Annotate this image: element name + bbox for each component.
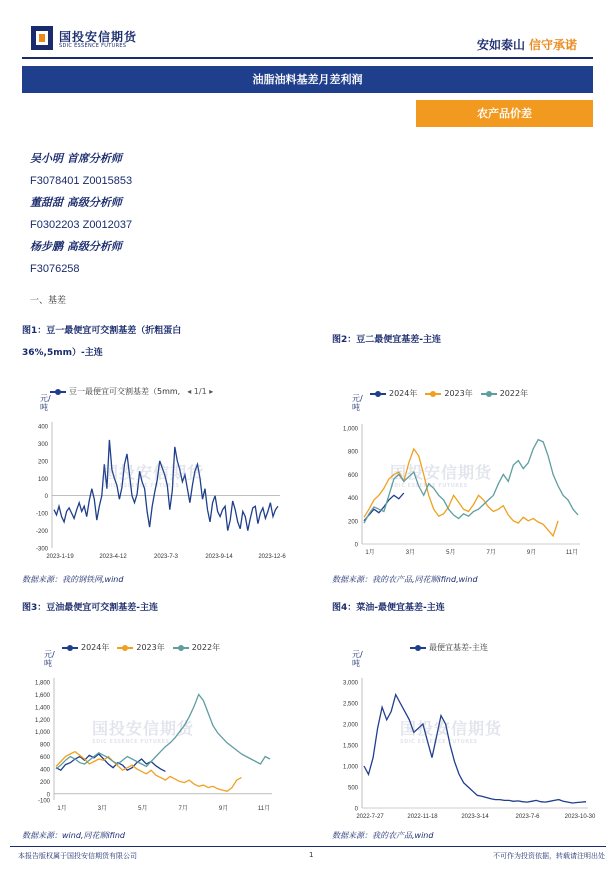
slogan-part-b: 信守承诺 [528,38,577,52]
x-tick-label: 3月 [405,550,416,556]
legend-item [481,388,528,399]
page-number: 1 [309,851,314,859]
legend-label: 2023年 [136,643,165,652]
x-tick-label: 2023-9-14 [205,554,233,560]
x-tick-label: 3月 [97,806,108,812]
x-tick-label: 2023-1-19 [46,554,74,560]
figure-1-title [22,320,302,364]
y-tick-label: 400 [347,496,358,503]
analyst-id: F0302203 Z0012037 [30,219,133,231]
y-tick-label: 1,500 [342,743,358,750]
x-tick-label: 2022-7-27 [356,814,384,820]
watermark-cn: 国投安信期货 [390,463,493,482]
figure-3-title: 图3：豆油最便宜可交割基差-主连 [22,603,158,613]
watermark-en: SDIC ESSENCE FUTURES [92,739,170,745]
y-tick-label: -100 [37,798,50,805]
figure-4-source: 数据来源：我的农产品,wind [332,831,434,840]
section-heading: 一、基差 [30,296,67,306]
analyst-name: 杨步鹏 高级分析师 [30,240,122,253]
legend-swatch [425,393,441,395]
chart-figure-1 [22,380,292,570]
y-tick-label: 800 [39,742,50,749]
x-tick-label: 11月 [565,550,579,556]
y-tick-label: 200 [347,519,358,526]
y-tick-label: -300 [35,546,48,553]
watermark-cn: 国投安信期货 [92,719,195,738]
x-tick-label: 9月 [526,550,537,556]
legend-item [425,388,472,399]
logo-text-cn: 国投安信期货 [59,30,138,44]
legend-item [50,386,213,397]
y-axis-unit: 元/吨 [44,650,55,668]
legend-swatch [50,391,66,393]
legend-swatch [410,647,426,649]
legend-item [62,642,109,653]
y-tick-label: 800 [347,449,358,456]
y-tick-label: 3,000 [342,680,358,687]
y-tick-label: 1,000 [342,764,358,771]
legend-item [410,642,488,653]
slogan [477,36,577,53]
y-tick-label: 0 [354,806,358,813]
chart-figure-4 [330,636,600,826]
logo-text-en: SDIC ESSENCE FUTURES [59,43,127,49]
series-line [56,754,165,771]
chart-svg [330,636,600,826]
chart-figure-3 [22,636,292,826]
legend-swatch [481,393,497,395]
legend-label: 2024年 [389,389,418,398]
figure-1-title-line2: 36%,5mm）-主连 [22,348,103,358]
y-tick-label: -200 [35,529,48,536]
y-tick-label: -100 [35,511,48,518]
x-tick-label: 11月 [257,806,271,812]
y-tick-label: 1,000 [342,426,358,433]
x-tick-label: 2023-7-6 [515,814,540,820]
chart-figure-2 [330,380,600,570]
analyst-name: 董甜甜 高级分析师 [30,196,122,209]
footer-rule [10,846,606,847]
x-tick-label: 1月 [57,806,67,812]
y-tick-label: 100 [37,476,48,483]
category-tag: 农产品价差 [416,100,593,127]
y-tick-label: 1,000 [34,730,50,737]
y-tick-label: 0 [46,792,50,799]
legend-item [173,642,220,653]
y-tick-label: 300 [37,441,48,448]
chart-legend [62,642,220,653]
x-tick-label: 2023-3-14 [461,814,489,820]
figure-4-title: 图4：菜油-最便宜基差-主连 [332,603,445,613]
x-tick-label: 2023-10-30 [564,814,596,820]
y-tick-label: 200 [39,779,50,786]
watermark-cn: 国投安信期货 [102,463,205,482]
legend-item [370,388,417,399]
y-tick-label: 0 [354,542,358,549]
legend-pager[interactable]: ◂ 1/1 ▸ [187,387,214,396]
y-tick-label: 600 [347,472,358,479]
legend-label: 2022年 [191,643,221,652]
legend-swatch [62,647,78,649]
chart-legend [410,642,488,653]
company-logo [31,26,171,52]
y-tick-label: 1,800 [34,680,50,687]
footer-copyright: 本报告版权属于国投安信期货有限公司 [18,852,137,860]
figure-2-source: 数据来源：我的农产品,同花顺ifind,wind [332,575,478,584]
series-line [56,752,242,792]
legend-swatch [173,647,189,649]
legend-label: 豆一最便宜可交割基差（5mm, [69,387,181,396]
legend-swatch [117,647,133,649]
watermark-en: SDIC ESSENCE FUTURES [390,483,468,489]
y-tick-label: 2,000 [342,722,358,729]
x-tick-label: 2023-12-6 [258,554,286,560]
x-tick-label: 9月 [218,806,229,812]
series-line [364,440,578,523]
series-line [54,440,278,531]
analyst-id: F3078401 Z0015853 [30,175,133,187]
series-line [56,694,270,769]
chart-legend [50,386,213,397]
y-tick-label: 1,600 [34,692,50,699]
chart-svg [22,380,292,570]
y-tick-label: 0 [44,494,48,501]
figure-1-title-line1: 图1：豆一最便宜可交割基差（折粗蛋白 [22,326,182,336]
y-axis-unit: 元/吨 [40,394,51,412]
y-axis-unit: 元/吨 [352,650,363,668]
legend-pager-text: 1/1 [193,387,207,396]
x-tick-label: 2022-11-18 [407,814,438,820]
x-tick-label: 2023-4-12 [99,554,127,560]
footer-disclaimer: 不可作为投资依据，转载请注明出处 [493,852,605,860]
series-line [364,695,586,803]
watermark-cn: 国投安信期货 [400,719,503,738]
x-tick-label: 7月 [486,550,496,556]
legend-label: 2022年 [499,389,529,398]
legend-label: 最便宜基差-主连 [429,643,488,652]
y-tick-label: 200 [37,459,48,466]
x-tick-label: 5月 [138,806,148,812]
analyst-list [30,150,330,282]
y-tick-label: 400 [37,424,48,431]
analyst-name: 吴小明 首席分析师 [30,152,122,165]
watermark-en: SDIC ESSENCE FUTURES [400,739,478,745]
y-tick-label: 2,500 [342,701,358,708]
slogan-part-a: 安如泰山 [476,38,525,52]
watermark-en: SDIC ESSENCE FUTURES [102,483,180,489]
y-axis-unit: 元/吨 [352,394,363,412]
figure-1-source: 数据来源：我的钢铁网,wind [22,575,124,584]
legend-swatch [370,393,386,395]
figure-2-title: 图2：豆二最便宜基差-主连 [332,335,441,345]
header-rule [22,57,593,59]
y-tick-label: 600 [39,755,50,762]
x-tick-label: 7月 [178,806,188,812]
chart-legend [370,388,528,399]
logo-mark-icon [31,26,53,50]
y-tick-label: 400 [39,767,50,774]
legend-item [117,642,164,653]
figure-3-source: 数据来源：wind,同花顺ifind [22,831,125,840]
report-title: 油脂油料基差月差利润 [22,66,593,93]
analyst-id: F3076258 [30,263,80,275]
y-tick-label: 1,200 [34,717,50,724]
x-tick-label: 5月 [446,550,456,556]
chart-svg [22,636,292,826]
x-tick-label: 2023-7-3 [153,554,179,560]
legend-label: 2024年 [81,643,110,652]
legend-label: 2023年 [444,389,473,398]
x-tick-label: 1月 [365,550,375,556]
y-tick-label: 1,400 [34,705,50,712]
y-tick-label: 500 [347,785,358,792]
chart-svg [330,380,600,570]
